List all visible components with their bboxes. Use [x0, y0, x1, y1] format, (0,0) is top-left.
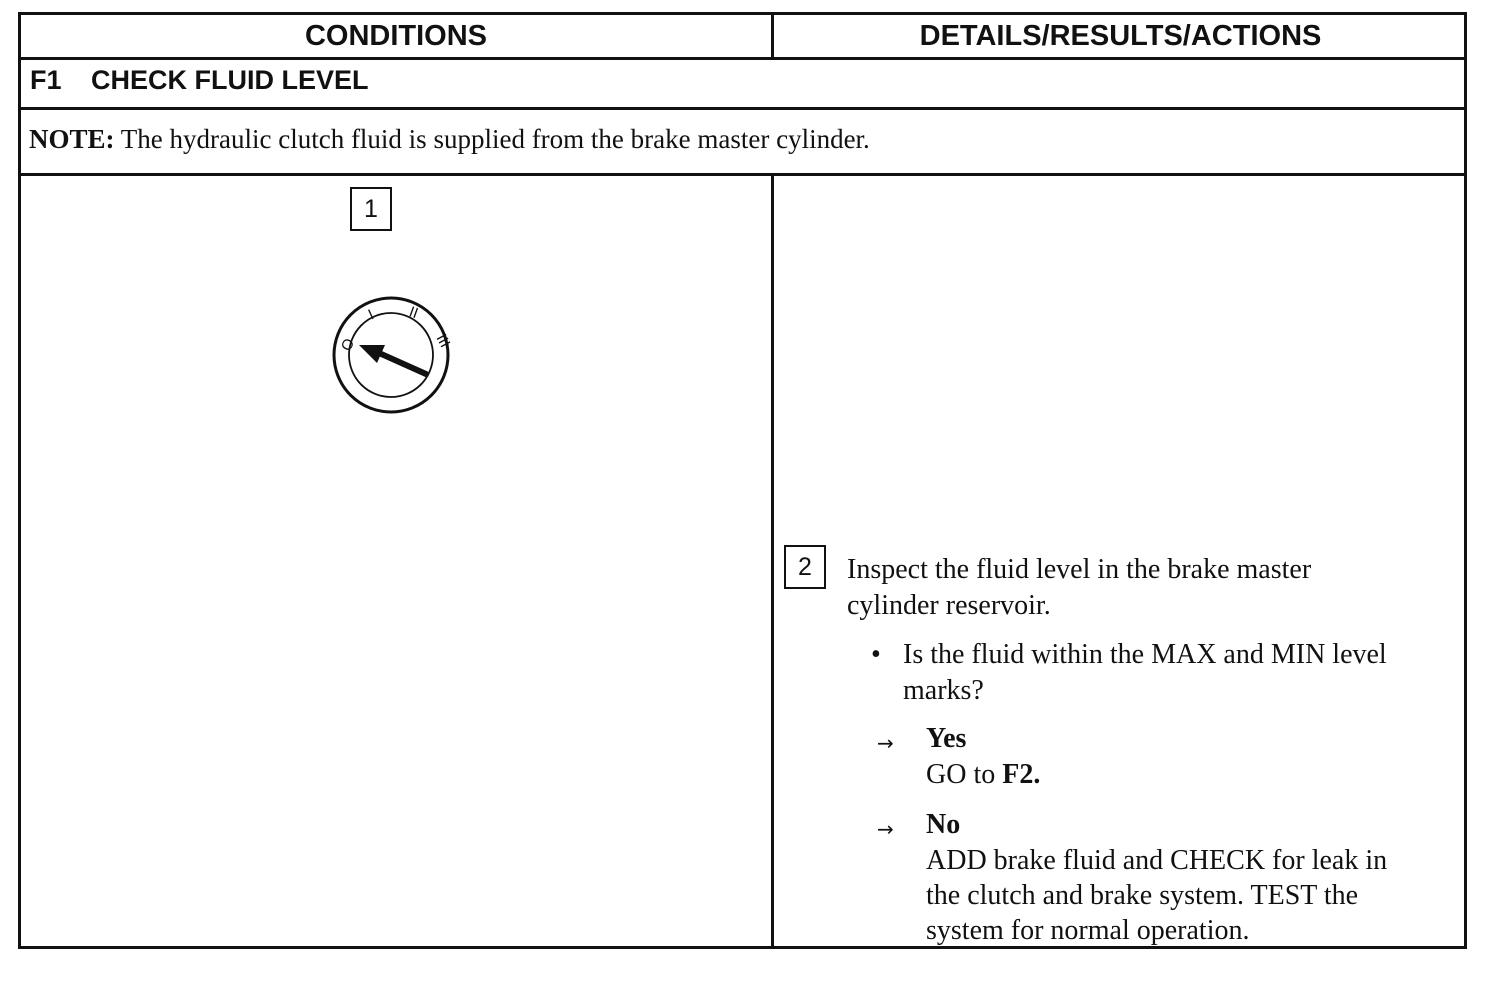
section-title-row [21, 60, 1464, 110]
step-2-instruction: Inspect the fluid level in the brake master cylinder reservoir. [847, 554, 1312, 621]
note-label: NOTE: [29, 124, 115, 154]
body-divider [771, 176, 774, 949]
table-header-row [21, 15, 1464, 60]
diagnostic-table: CONDITIONS DETAILS/RESULTS/ACTIONS F1 CHECK FLUID LEVEL NOTE: The hydraulic clutch fluid is supplied from the brake master cylinder. 1 O I II III 2 Inspect the fluid level in the brake master cylinder reservoir. • Is the fluid within the MAX and MIN level marks? → Yes GO to F2. → No ADD brake fluid and CHECK for leak in the clutch and brake system. TEST the system for normal operation. [18, 12, 1467, 949]
dial-mark-3: III [432, 331, 454, 351]
section-title: CHECK FLUID LEVEL [91, 65, 369, 95]
conditions-header: CONDITIONS [304, 20, 488, 52]
header-divider [771, 15, 774, 60]
ignition-switch-icon [331, 293, 456, 418]
yes-action: GO to F2. [926, 759, 1041, 790]
dial-mark-0: O [337, 335, 359, 355]
details-header: DETAILS/RESULTS/ACTIONS [919, 20, 1322, 52]
no-arrow-icon: → [877, 817, 894, 841]
bullet-icon: • [871, 639, 881, 670]
no-label: No [926, 809, 961, 840]
step-2-box: 2 [784, 545, 826, 589]
step-1-box: 1 [350, 187, 392, 231]
dial-mark-2: II [406, 303, 421, 323]
note-text: The hydraulic clutch fluid is supplied from the brake master cylinder. [120, 124, 870, 154]
yes-label: Yes [926, 723, 967, 754]
yes-arrow-icon: → [877, 731, 894, 755]
no-action: ADD brake fluid and CHECK for leak in the clutch and brake system. TEST the system for normal operation. [926, 845, 1388, 946]
section-id: F1 [30, 65, 62, 95]
dial-mark-1: I [365, 306, 377, 324]
note-row [21, 110, 1464, 176]
